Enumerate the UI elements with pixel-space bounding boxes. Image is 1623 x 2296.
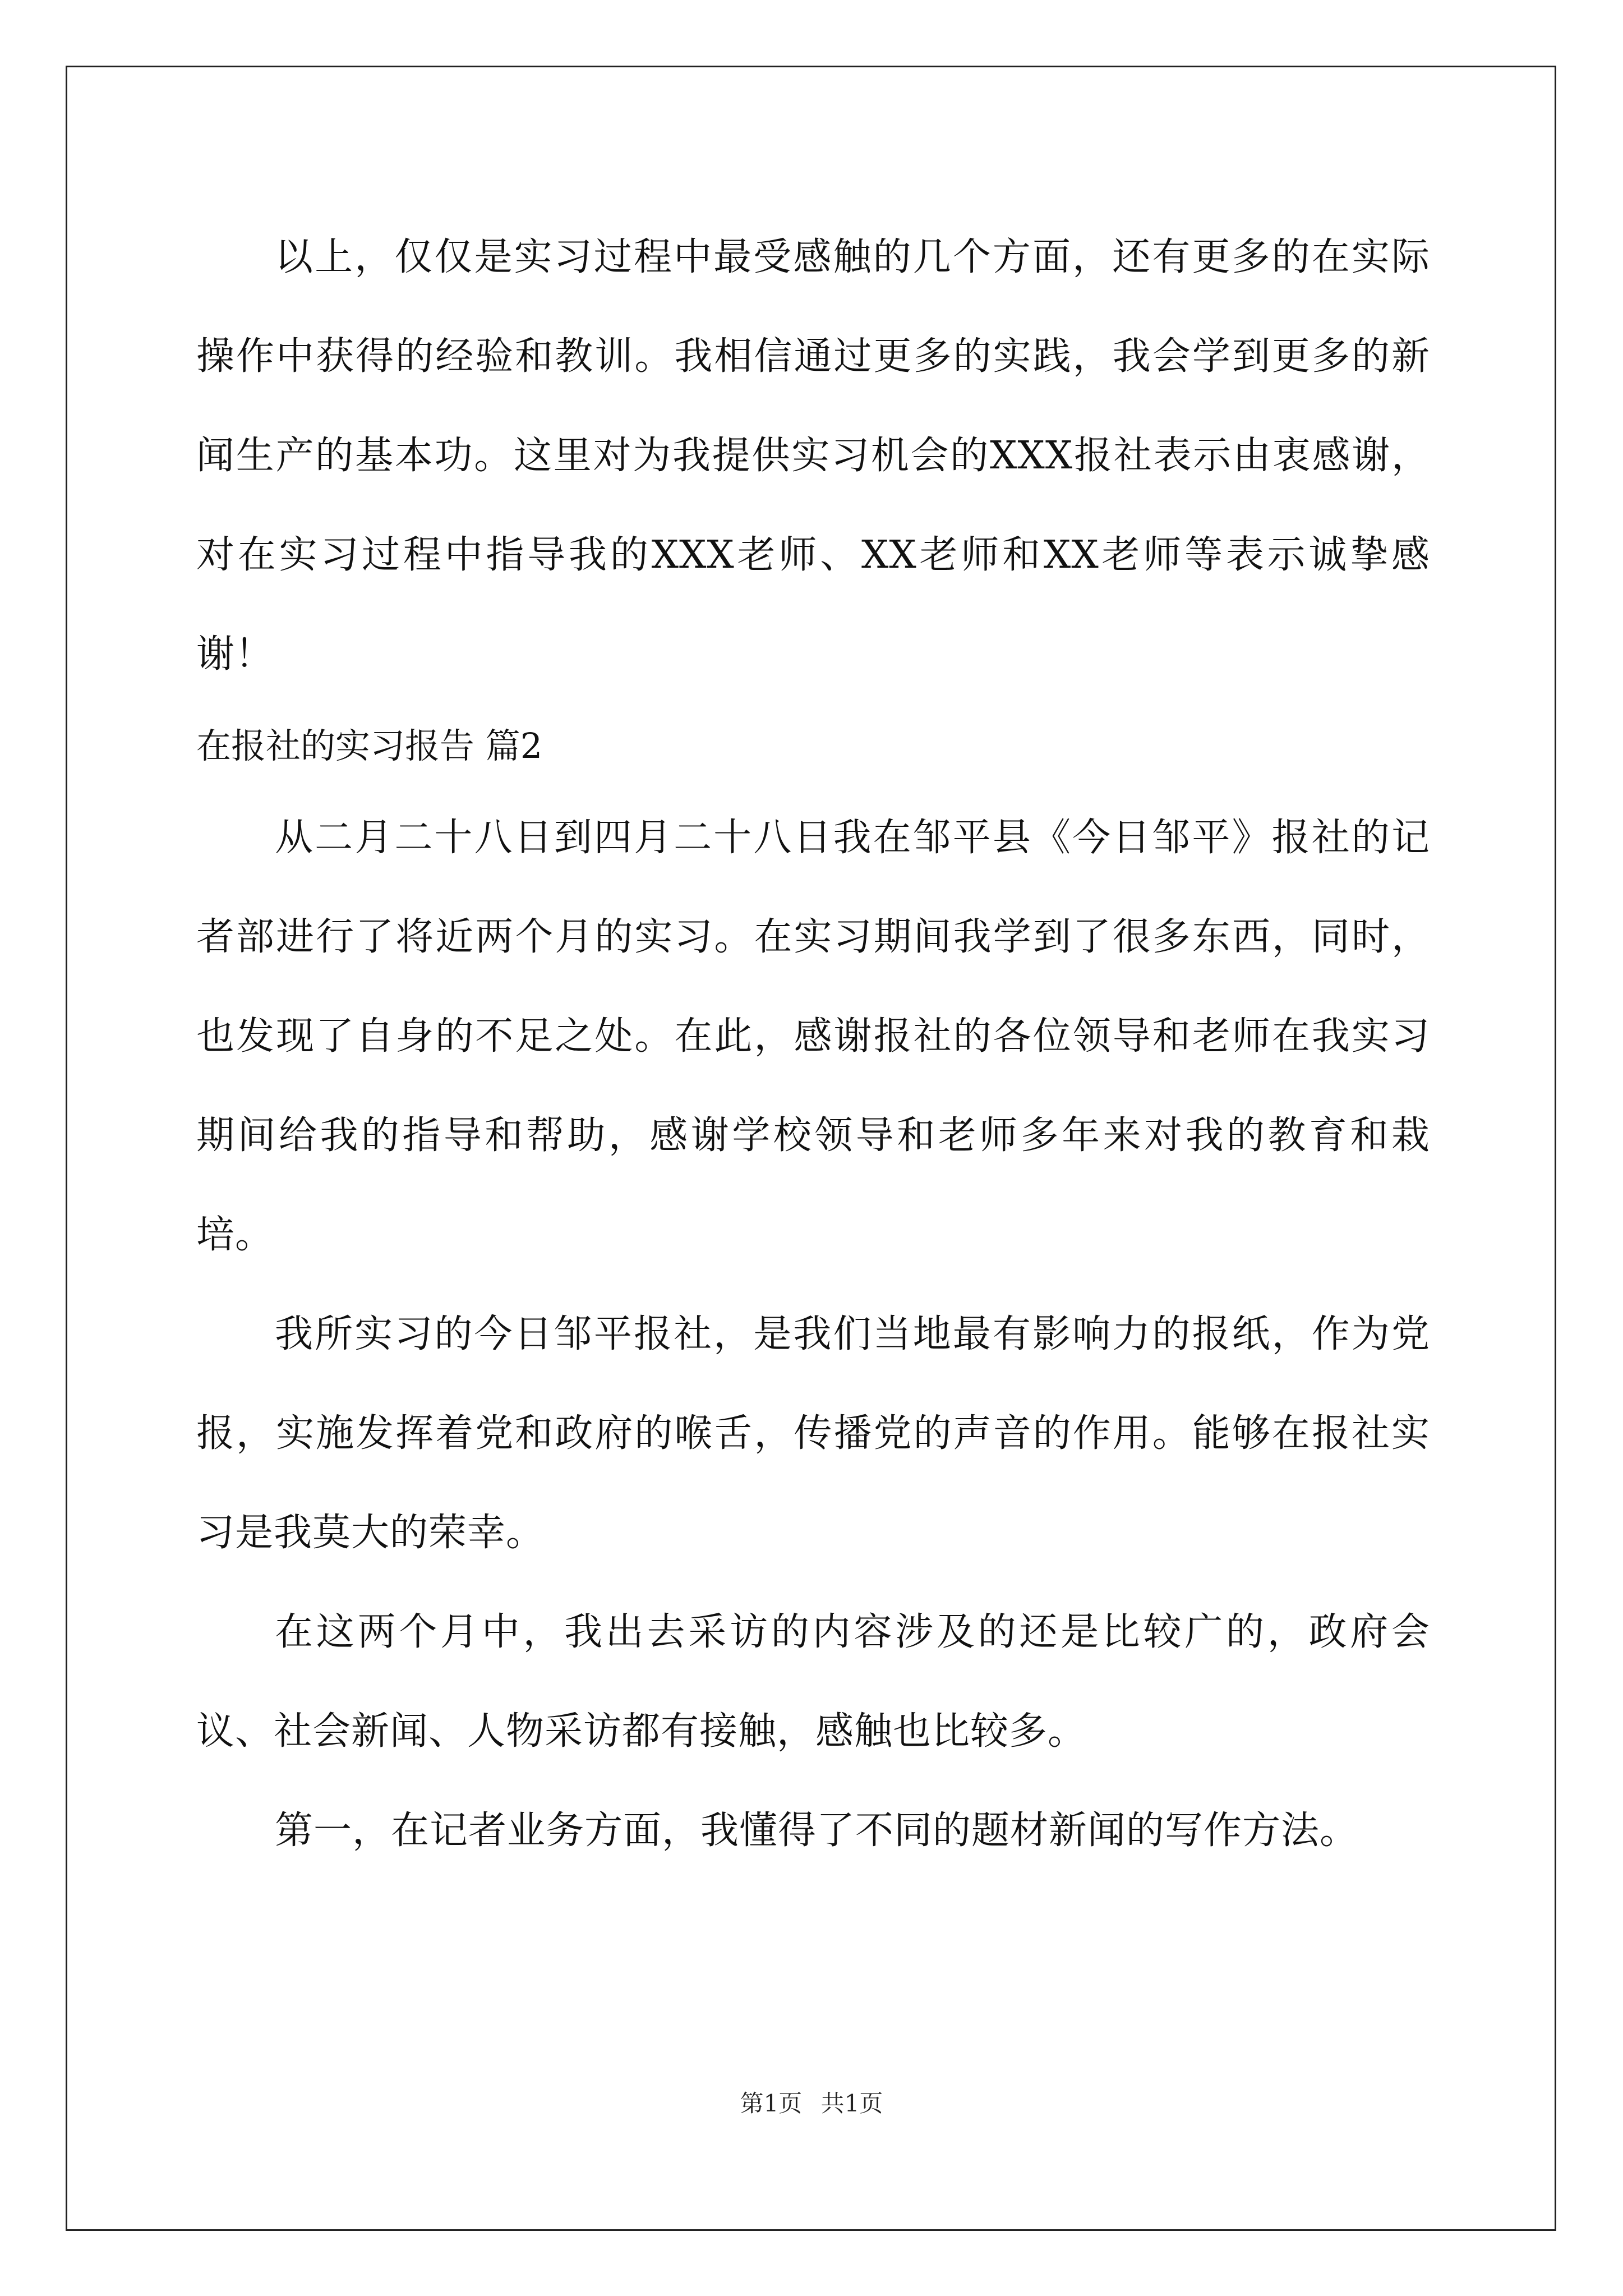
section-heading: 在报社的实习报告 篇2 <box>196 725 543 766</box>
paragraph: 在这两个月中，我出去采访的内容涉及的还是比较广的，政府会议、社会新闻、人物采访都有接触，感触也比较多。 <box>196 1610 1430 1754</box>
document-body <box>196 208 1430 1880</box>
paragraph: 我所实习的今日邹平报社，是我们当地最有影响力的报纸，作为党报，实施发挥着党和政府的喉舌，传播党的声音的作用。能够在报社实习是我莫大的荣幸。 <box>196 1312 1430 1555</box>
page-number-current: 第1页 <box>740 2090 803 2117</box>
paragraph: 从二月二十八日到四月二十八日我在邹平县《今日邹平》报社的记者部进行了将近两个月的实习。在实习期间我学到了很多东西，同时，也发现了自身的不足之处。在此，感谢报社的各位领导和老师在我实习期间给我的指导和帮助，感谢学校领导和老师多年来对我的教育和栽培。 <box>196 816 1430 1257</box>
page-number-total: 共1页 <box>820 2090 883 2117</box>
page-footer <box>0 2087 1623 2120</box>
paragraph: 第一，在记者业务方面，我懂得了不同的题材新闻的写作方法。 <box>275 1809 1359 1853</box>
paragraph: 以上，仅仅是实习过程中最受感触的几个方面，还有更多的在实际操作中获得的经验和教训。我相信通过更多的实践，我会学到更多的新闻生产的基本功。这里对为我提供实习机会的XXX报社表示由衷感谢，对在实习过程中指导我的XXX老师、XX老师和XX老师等表示诚挚感谢！ <box>196 235 1430 677</box>
